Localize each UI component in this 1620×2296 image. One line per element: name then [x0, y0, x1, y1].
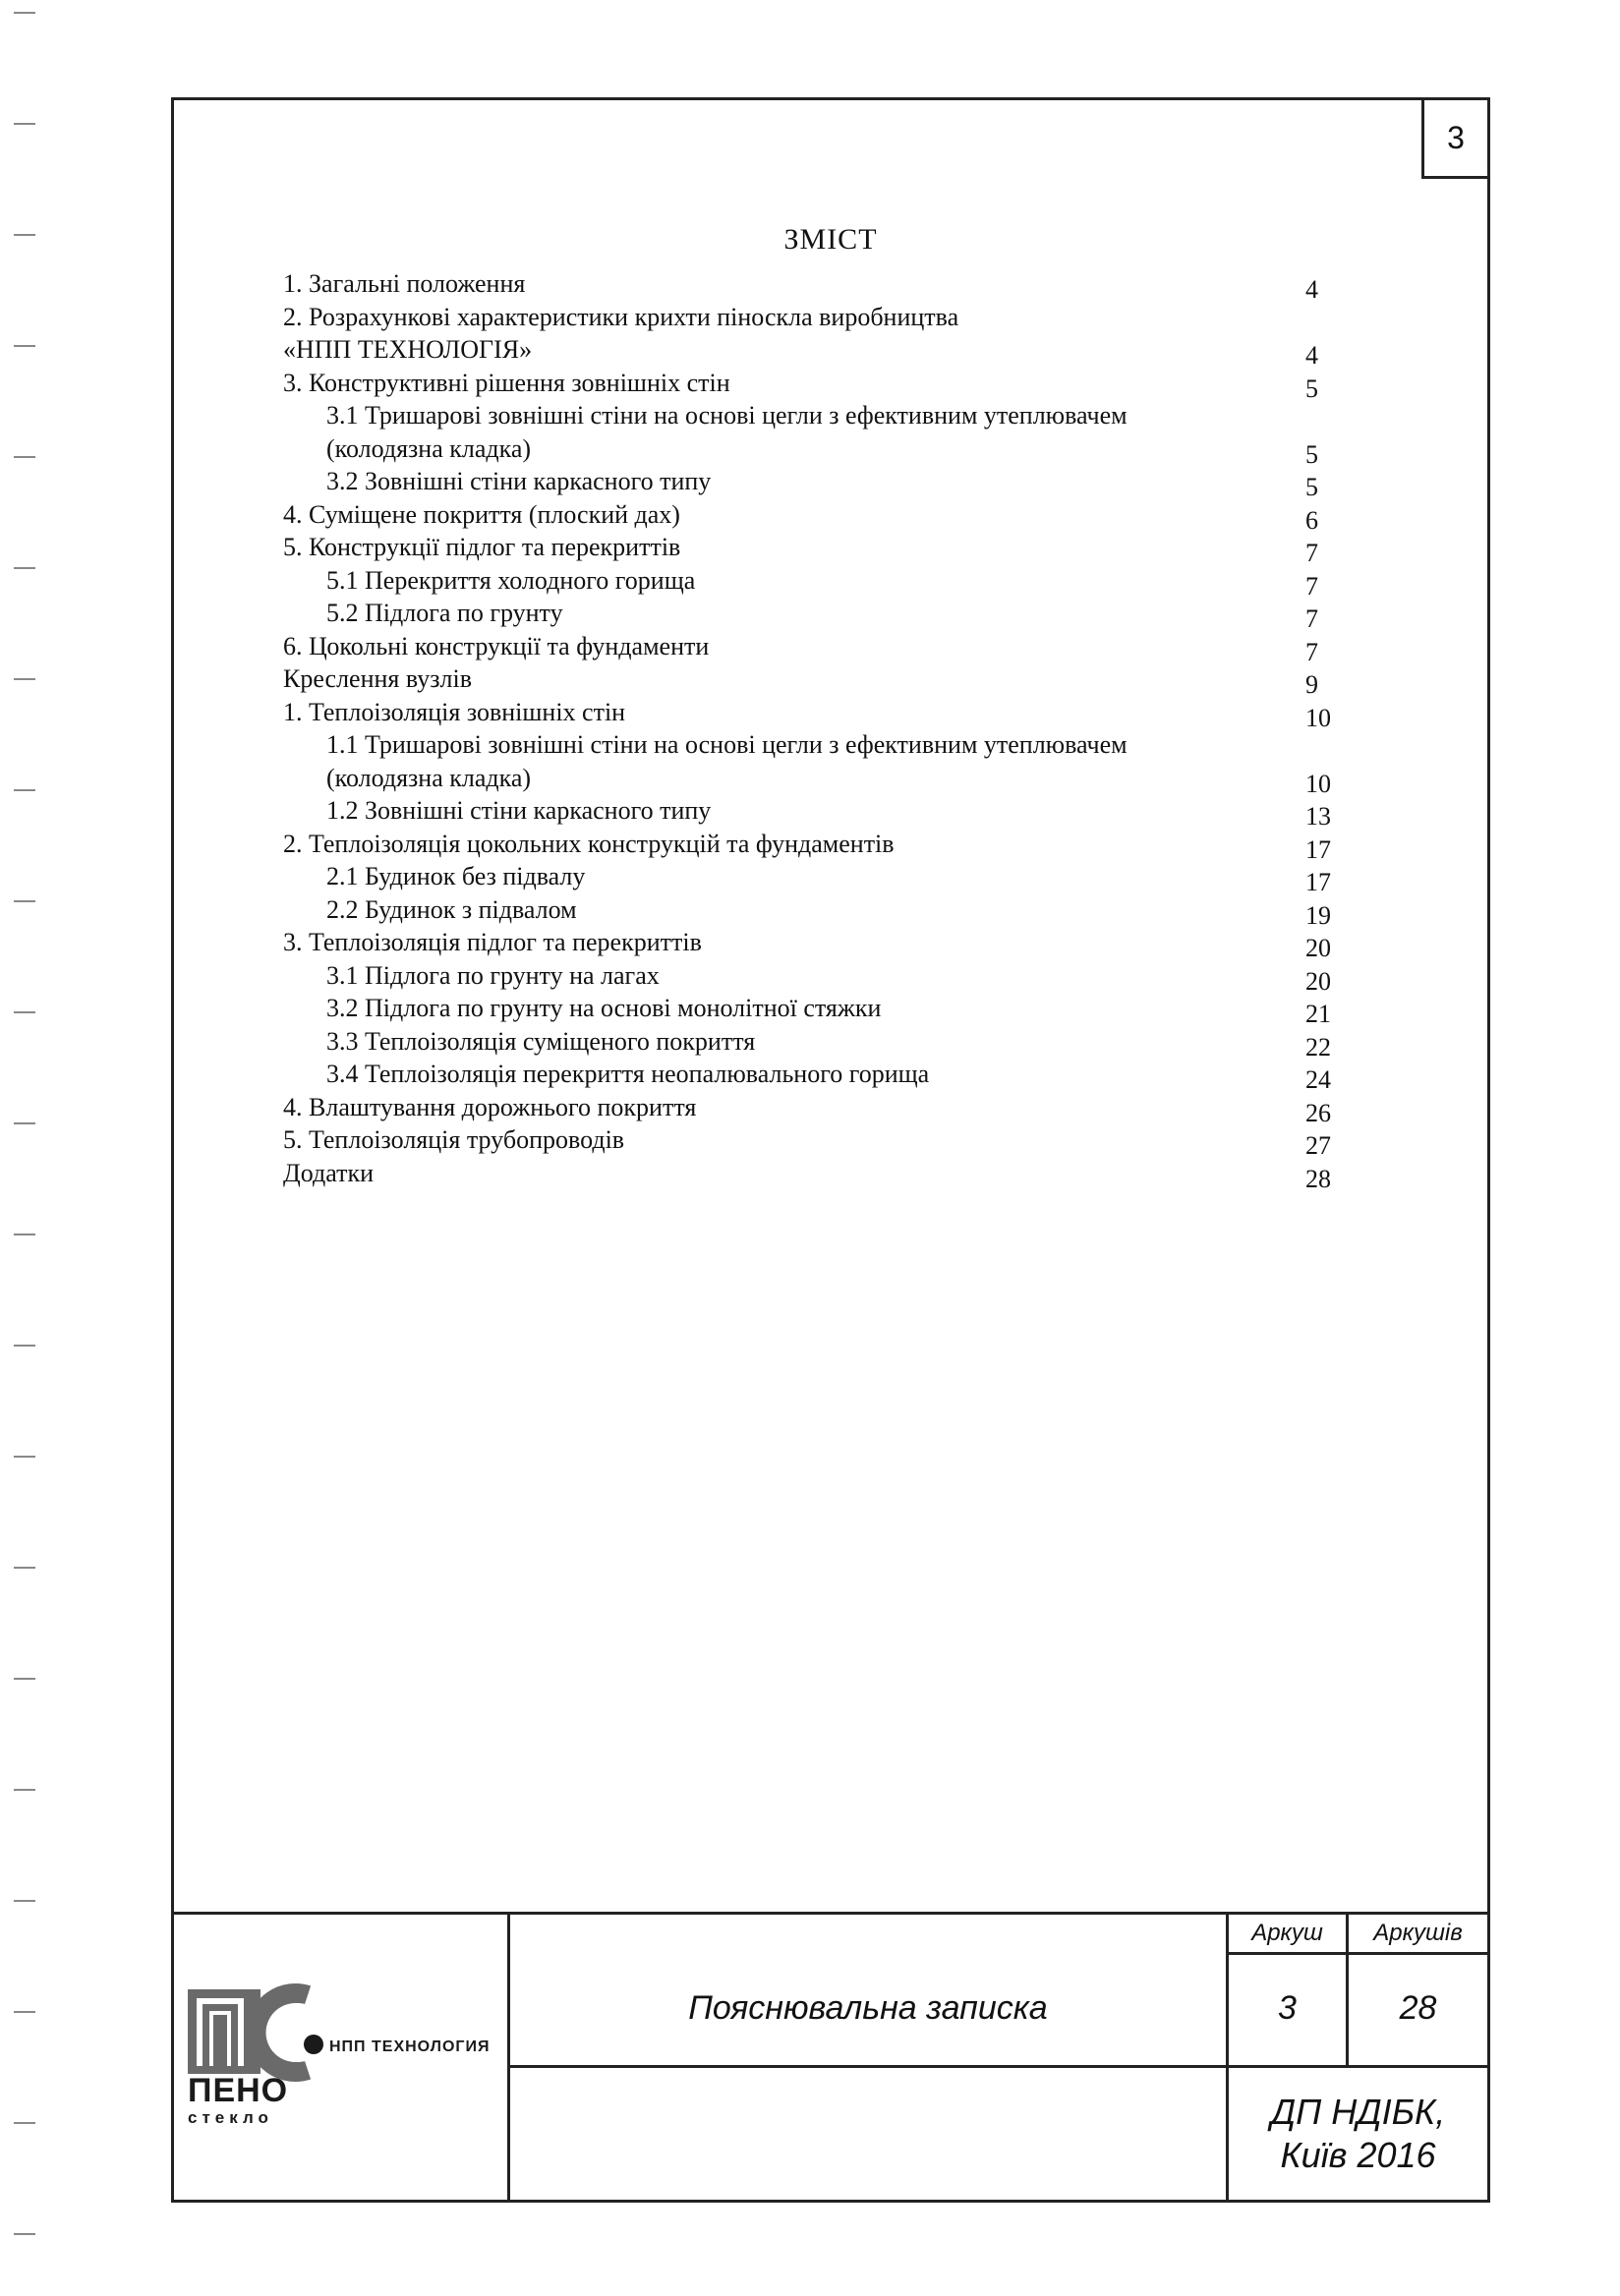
toc-entry — [283, 926, 1345, 962]
binding-mark — [14, 1678, 35, 1680]
toc-entry — [283, 1058, 1345, 1094]
toc-entry-text: 1. Загальні положення — [283, 269, 526, 298]
toc-entry-text: 3. Теплоізоляція підлог та перекриттів — [283, 928, 702, 956]
toc-entry-page: 27 — [1305, 1131, 1331, 1160]
toc-entry-text: 2.2 Будинок з підвалом — [326, 894, 577, 924]
toc-entry-page: 5 — [1305, 373, 1318, 403]
toc-entry-text: 3.1 Тришарові зовнішні стіни на основі цегли з ефективним утеплювачем — [326, 401, 1128, 430]
binding-mark — [14, 900, 35, 902]
toc-entry-page: 24 — [1305, 1065, 1331, 1094]
toc-entry-page: 9 — [1305, 670, 1318, 699]
binding-mark — [14, 1234, 35, 1235]
toc-entry-text: Креслення вузлів — [283, 664, 473, 693]
toc-entry-text: (колодязна кладка) — [326, 763, 532, 792]
toc-entry-page: 7 — [1305, 539, 1318, 567]
sheet-value: 3 — [1278, 1989, 1297, 2027]
binding-mark — [14, 1567, 35, 1569]
binding-mark — [14, 2011, 35, 2013]
toc-entry-page: 17 — [1305, 868, 1331, 896]
binding-mark — [14, 1345, 35, 1347]
toc-entry-page: 20 — [1305, 966, 1331, 996]
toc-entry — [283, 1025, 1345, 1062]
sheets-value: 28 — [1399, 1989, 1437, 2027]
binding-mark — [14, 567, 35, 569]
toc-entry — [283, 1091, 1345, 1127]
toc-entry — [283, 828, 1345, 864]
toc-entry — [283, 662, 1345, 699]
binding-mark — [14, 1789, 35, 1791]
binding-mark — [14, 12, 35, 14]
toc-entry-text: (колодязна кладка) — [326, 433, 532, 463]
toc-entry-text: 3.4 Теплоізоляція перекриття неопалювального горища — [326, 1060, 930, 1088]
toc-entry-text: 3.2 Зовнішні стіни каркасного типу — [326, 467, 712, 495]
binding-mark — [14, 1011, 35, 1013]
binding-mark — [14, 234, 35, 236]
toc-entry-text: 3.3 Теплоізоляція суміщеного покриття — [326, 1026, 756, 1056]
toc-entry-text: 5. Конструкції підлог та перекриттів — [283, 533, 681, 561]
toc-entry — [283, 498, 1345, 535]
toc-entry — [283, 860, 1345, 896]
sheet-number-box — [1421, 97, 1490, 179]
sheet-number: 3 — [1447, 120, 1465, 155]
toc-entry-page: 22 — [1305, 1032, 1331, 1062]
toc-title: ЗМІСТ — [783, 223, 878, 256]
toc-entry-text: 1.1 Тришарові зовнішні стіни на основі цегли з ефективним утеплювачем — [326, 730, 1128, 759]
title-block — [174, 1912, 1487, 2200]
toc-entry — [283, 367, 1345, 403]
toc-entry-text: 5. Теплоізоляція трубопроводів — [283, 1125, 625, 1154]
toc-entry — [283, 399, 1345, 432]
toc-entry — [283, 531, 1345, 567]
logo-brand-bottom: стекло — [188, 2108, 273, 2127]
toc-entry-page: 19 — [1305, 900, 1331, 930]
toc-entry-page: 28 — [1305, 1164, 1331, 1193]
toc-entry-text: 3. Конструктивні рішення зовнішніх стін — [283, 368, 730, 397]
toc-entry-text: 1.2 Зовнішні стіни каркасного типу — [326, 796, 712, 825]
toc-entry-page: 17 — [1305, 834, 1331, 864]
toc-entry — [283, 432, 1345, 469]
binding-mark — [14, 2233, 35, 2235]
toc-entry-text: 6. Цокольні конструкції та фундаменти — [283, 631, 710, 660]
toc-entry — [283, 301, 1345, 334]
logo-dot — [304, 2035, 323, 2054]
toc-entry-text: 2. Розрахункові характеристики крихти піноскла виробництва — [283, 302, 959, 331]
document-title: Пояснювальна записка — [688, 1989, 1048, 2027]
toc-entry — [283, 794, 1345, 831]
toc-entry — [283, 597, 1345, 633]
toc-entry-text: 2.1 Будинок без підвалу — [326, 862, 586, 890]
organization-city-year: Київ 2016 — [1280, 2135, 1436, 2175]
toc-entry-page: 10 — [1305, 769, 1331, 798]
binding-mark — [14, 456, 35, 458]
binding-mark — [14, 789, 35, 791]
toc-entry-page: 7 — [1305, 637, 1318, 666]
toc-entry-page: 4 — [1305, 341, 1318, 370]
logo-company-text: НПП ТЕХНОЛОГИЯ — [329, 2038, 491, 2055]
toc-entry-page: 10 — [1305, 703, 1331, 732]
toc-entry — [283, 564, 1345, 601]
toc-entry — [283, 267, 1345, 304]
toc-entry — [283, 893, 1345, 930]
binding-mark — [14, 1456, 35, 1458]
toc-entry-page: 13 — [1305, 802, 1331, 831]
organization-name: ДП НДІБК, — [1270, 2092, 1446, 2132]
sheets-label: Аркушів — [1373, 1920, 1463, 1946]
sheet-label: Аркуш — [1251, 1920, 1323, 1946]
toc-entry-text: 4. Влаштування дорожнього покриття — [283, 1092, 697, 1121]
toc-entry-text: Додатки — [283, 1158, 374, 1187]
toc-entry — [283, 696, 1345, 732]
logo-brand-top: ПЕНО — [188, 2072, 289, 2109]
binding-mark — [14, 123, 35, 125]
toc-entry-page: 4 — [1305, 275, 1318, 304]
toc-entry — [283, 333, 1345, 370]
toc-entry — [283, 762, 1345, 798]
toc-entry — [283, 1123, 1345, 1160]
toc-entry-page: 6 — [1305, 505, 1318, 535]
toc-entry-text: 4. Суміщене покриття (плоский дах) — [283, 499, 680, 529]
toc-entry-text: «НПП ТЕХНОЛОГІЯ» — [283, 335, 533, 364]
toc-entry-text: 1. Теплоізоляція зовнішніх стін — [283, 697, 626, 726]
toc-entry — [283, 630, 1345, 666]
toc-entry-page: 21 — [1305, 1000, 1331, 1028]
toc-entry-page: 5 — [1305, 473, 1318, 501]
toc-entry-text: 3.1 Підлога по грунту на лагах — [326, 960, 660, 990]
binding-mark — [14, 678, 35, 680]
toc-entry-text: 5.2 Підлога по грунту — [326, 599, 563, 627]
company-logo — [182, 1980, 506, 2127]
binding-mark — [14, 2122, 35, 2124]
toc-entry — [283, 1157, 1345, 1193]
toc-entry-text: 2. Теплоізоляція цокольних конструкцій та фундаментів — [283, 829, 895, 858]
binding-mark — [14, 345, 35, 347]
toc-entry — [283, 465, 1345, 501]
drawing-frame — [171, 97, 1490, 2203]
binding-mark — [14, 1122, 35, 1124]
toc-entry-text: 5.1 Перекриття холодного горища — [326, 565, 696, 595]
table-of-contents — [283, 267, 1345, 1193]
toc-entry-text: 3.2 Підлога по грунту на основі монолітної стяжки — [326, 994, 882, 1022]
toc-entry-page: 7 — [1305, 571, 1318, 601]
toc-entry — [283, 992, 1345, 1028]
toc-entry-page: 20 — [1305, 934, 1331, 962]
toc-entry-page: 5 — [1305, 439, 1318, 469]
toc-entry — [283, 959, 1345, 996]
organization — [1229, 2068, 1487, 2200]
toc-entry — [283, 728, 1345, 762]
toc-entry-page: 26 — [1305, 1098, 1331, 1127]
binding-mark — [14, 1900, 35, 1902]
toc-entry-page: 7 — [1305, 604, 1318, 633]
